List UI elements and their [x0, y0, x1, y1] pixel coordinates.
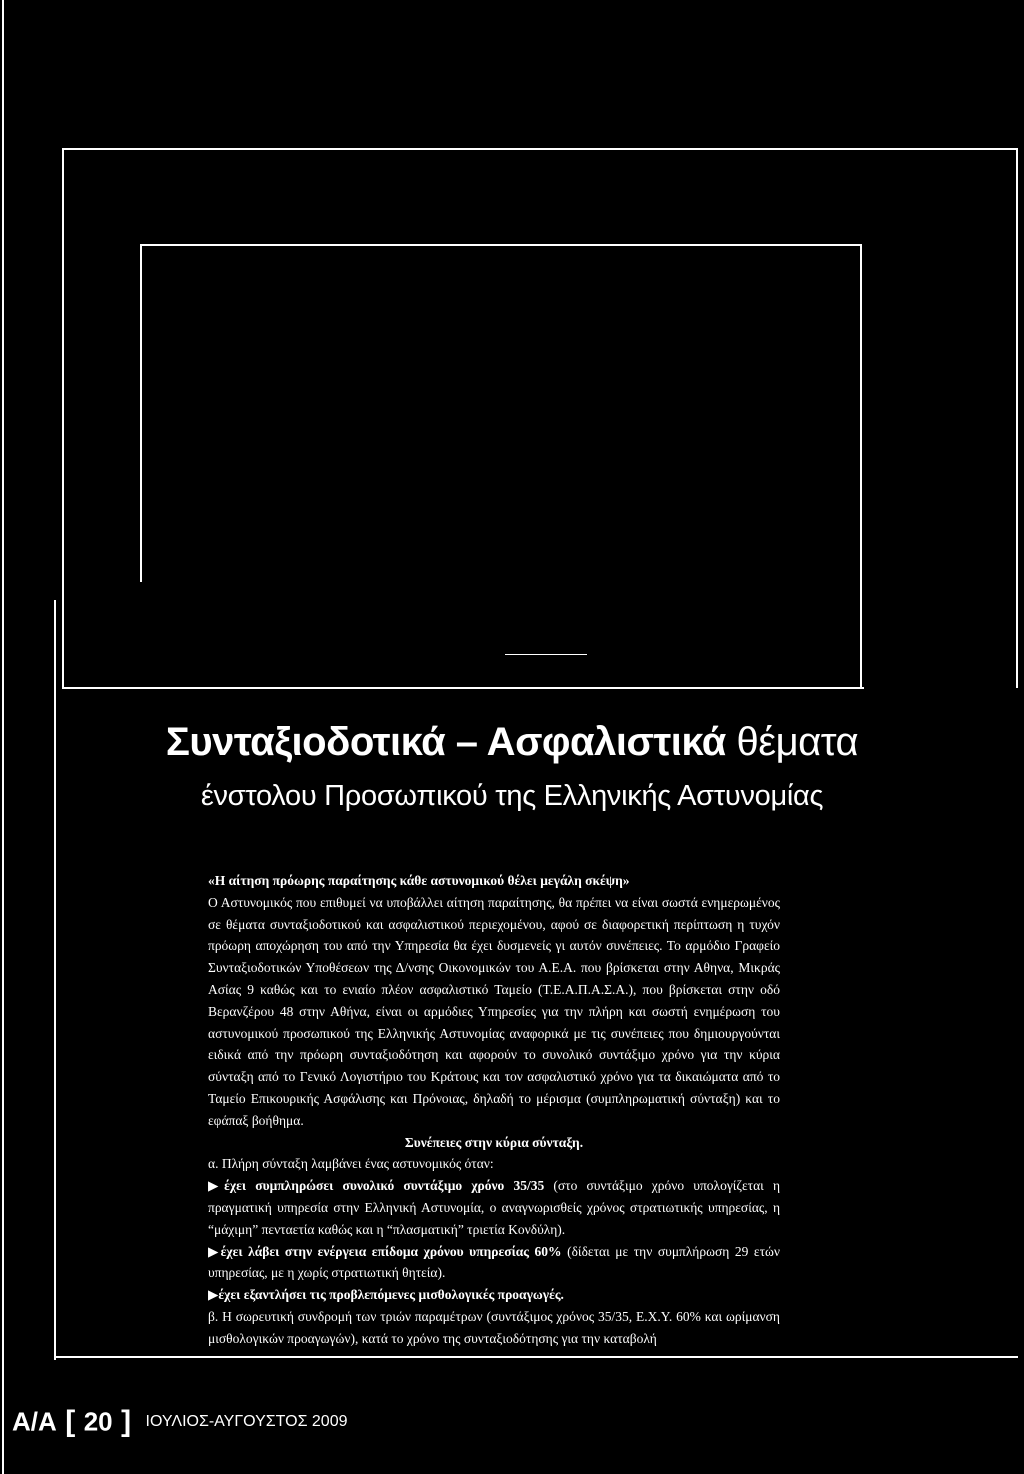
bullet-2-text: (δίδεται με την συμπλήρωση 29 ετών υπηρεσίας, με η χωρίς στρατιωτική θητεία). — [208, 1243, 780, 1281]
bullet-3-bold: έχει εξαντλήσει τις προβλεπόμενες μισθολογικές προαγωγές. — [218, 1287, 564, 1303]
page-footer — [12, 1405, 348, 1439]
bullet-2-bold: έχει λάβει στην ενέργεια επίδομα χρόνου υπηρεσίας 60% — [220, 1243, 562, 1259]
section-heading: Συνέπειες στην κύρια σύνταξη. — [404, 1134, 584, 1150]
bracket-open: [ — [65, 1405, 76, 1438]
inner-frame-left-rule — [140, 244, 142, 582]
title-bold: Συνταξιοδοτικά – Ασφαλιστικά — [165, 720, 726, 764]
list-item-a: α. Πλήρη σύνταξη λαμβάνει ένας αστυνομικός όταν: — [208, 1156, 494, 1172]
triangle-right-icon: ▶ — [208, 1287, 219, 1303]
bracket-close: ] — [121, 1405, 132, 1438]
inner-frame-short-rule — [505, 654, 587, 655]
outer-frame-left-rule — [62, 148, 64, 688]
inner-frame-right-rule — [860, 244, 862, 688]
triangle-right-icon: ▶ — [208, 1243, 221, 1259]
page-title — [0, 718, 1024, 766]
bullet-1-text: (στο συντάξιμο χρόνο υπολογίζεται η πραγματική υπηρεσία στην Ελληνική Αστυνομία, ο αναγνωρισθείς χρόνος στρατιωτικής υπηρεσίας, η “μάχιμη” πενταετία καθώς και η “πλασματική” τριετία Κονδύλη). — [208, 1178, 781, 1237]
outer-frame-top-rule — [62, 148, 1018, 150]
article-lead — [208, 870, 780, 892]
title-light: θέματα — [736, 720, 859, 764]
issue-date: ΙΟΥΛΙΟΣ-ΑΥΓΟΥΣΤΟΣ 2009 — [145, 1413, 348, 1430]
article-paragraph: Ο Αστυνομικός που επιθυμεί να υποβάλλει αίτηση παραίτησης, θα πρέπει να είναι σωστά ενημερωμένος σε θέματα συνταξιοδοτικού και ασφαλιστικού περιεχομένου, αφού σε διαφορετική περίπτωση η τυχόν πρόωρη αποχώρηση του από την Υπηρεσία θα έχει δυσμενείς γι αυτόν συνέπειες. Το αρμόδιο Γραφείο Συνταξιοδοτικών Υποθέσεων της Δ/νσης Οικονομικών του Α.Ε.Α. που βρίσκεται στην Αθηνα, Μικράς Ασίας 9 καθώς και το ενιαίο πλέον ασφαλιστικό Ταμείο (Τ.Ε.Α.Π.Α.Σ.Α.), που βρίσκεται στην οδό Βερανζέρου 48 στην Αθήνα, είναι οι αρμόδιες Υπηρεσίες για την πλήρη και σωστή ενημέρωση του αστυνομικού προσωπικού της Ελληνικής Αστυνομίας αναφορικά με τις συνέπειες που δημιουργούνται ειδικά από την πρόωρη συνταξιοδότηση και αφορούν το συνολικό συντάξιμο χρόνο για την κύρια σύνταξη από το Γενικό Λογιστήριο του Κράτους και τον ασφαλιστικό χρόνο για τα δικαιώματα από το Ταμείο Επικουρικής Ασφάλισης και Πρόνοιας, δηλαδή το μέρισμα (συμπληρωματική σύνταξη) και το εφάπαξ βοήθημα. — [208, 894, 780, 1128]
outer-frame-right-rule — [1016, 148, 1018, 688]
page-number: 20 — [83, 1406, 113, 1437]
page-subtitle: ένστολου Προσωπικού της Ελληνικής Αστυνομίας — [200, 780, 824, 812]
bullet-item-1 — [208, 1175, 780, 1240]
lead-text: «Η αίτηση πρόωρης παραίτησης κάθε αστυνομικού θέλει μεγάλη σκέψη» — [208, 873, 630, 888]
bullet-1-bold: έχει συμπληρώσει συνολικό συντάξιμο χρόνο 35/35 — [224, 1178, 545, 1194]
list-item-b: β. Η σωρευτική συνδρομή των τριών παραμέτρων (συντάξιμος χρόνος 35/35, Ε.Χ.Υ. 60% και ωρίμανση μισθολογικών προαγωγών), κατά το χρόνο της συνταξιοδότησης για την καταβολή — [208, 1308, 780, 1346]
triangle-right-icon: ▶ — [208, 1178, 225, 1194]
inner-frame-top-rule — [140, 244, 862, 246]
bullet-item-3 — [208, 1284, 780, 1306]
photo-bottom-rule — [62, 687, 864, 689]
magazine-name: Α/Α — [12, 1406, 57, 1437]
footer-top-rule — [56, 1356, 1018, 1358]
column-left-rule — [54, 600, 56, 1360]
bullet-item-2 — [208, 1241, 780, 1285]
article-body — [208, 870, 780, 1350]
